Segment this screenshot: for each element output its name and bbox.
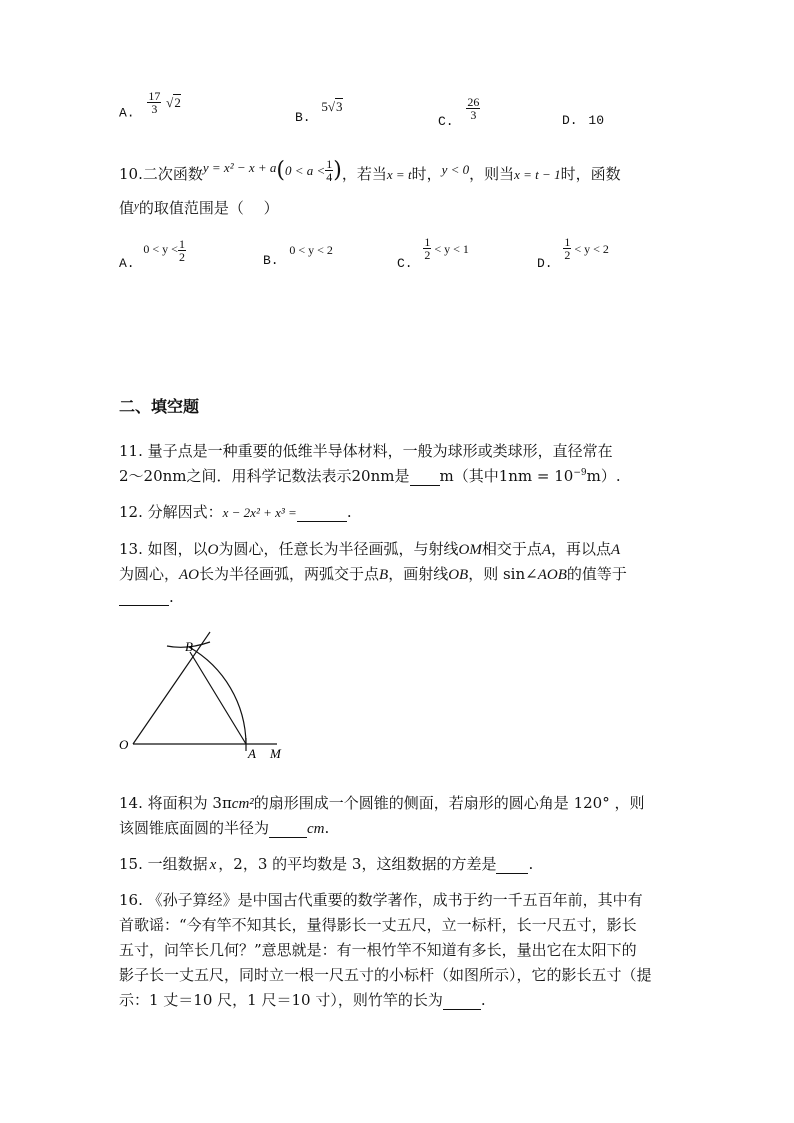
label-o: O (119, 737, 129, 752)
math: 0 < y < 2 (289, 243, 333, 257)
option-letter: A. (119, 255, 135, 271)
q9-option-c (438, 95, 480, 129)
q13-line-1 (119, 538, 620, 559)
text: 时， (411, 165, 442, 183)
q16-line-5 (119, 989, 486, 1010)
q13-line-3 (119, 588, 174, 606)
math: y (134, 200, 139, 212)
text: 长为半径画弧，两弧交于点 (199, 565, 380, 583)
text: 该圆锥底面圆的半径为 (119, 819, 270, 837)
q9-option-b (295, 99, 343, 125)
numerator: 1 (424, 235, 431, 249)
text: 14. 将面积为 3 (119, 794, 222, 812)
text: m（其中1nm = 10 (439, 467, 574, 485)
math: < y < 2 (574, 241, 609, 256)
q10-option-b (263, 240, 333, 268)
q14-line-1 (119, 792, 644, 813)
q16-line-3: 五寸，问竿长几何？”意思就是：有一根竹竿不知道有多长，量出它在太阳下的 (119, 941, 637, 959)
option-letter: B. (263, 253, 279, 268)
text: 相交于点 (481, 540, 542, 558)
exponent: −9 (573, 468, 587, 478)
math: OM (458, 542, 482, 558)
q16-line-1: 16. 《孙子算经》是中国古代重要的数学著作，成书于约一千五百年前，其中有 (119, 891, 643, 909)
text: . (346, 503, 352, 521)
q9-option-a (119, 89, 181, 125)
denominator: 2 (178, 250, 185, 264)
answer-blank (119, 605, 169, 606)
q10-line-2 (119, 197, 279, 218)
option-letter: B. (295, 110, 311, 125)
sqrt: 5√3 (321, 99, 343, 114)
text: . (324, 819, 330, 837)
answer-blank (410, 485, 440, 486)
answer-blank (269, 837, 307, 838)
text: 示：1 丈＝10 尺，1 尺＝10 寸），则竹竿的长为 (119, 991, 443, 1009)
condition: 0 < a < (285, 163, 326, 178)
text: 的扇形围成一个圆锥的侧面，若扇形的圆心角是 120° ，则 (253, 794, 645, 812)
q15 (119, 853, 533, 874)
q10-line-1 (119, 156, 621, 188)
numerator: 26 (467, 95, 480, 109)
numerator: 1 (564, 235, 571, 249)
denominator: 3 (151, 102, 158, 116)
coefficient: 5 (321, 99, 328, 114)
math: B (379, 567, 389, 583)
text: 二次函数 (142, 165, 203, 183)
math: AOB (537, 567, 567, 583)
math: A (541, 542, 551, 558)
math: A (611, 542, 621, 558)
q10-option-c (397, 235, 469, 271)
q16-line-4: 影子长一丈五尺，同时立一根一尺五寸的小标杆（如图所示），它的影长五寸（提 (119, 966, 652, 984)
question-number: 10. (119, 165, 143, 183)
text: 13. 如图，以 (119, 540, 208, 558)
text: m）. (586, 467, 621, 485)
label-m: M (270, 746, 281, 761)
fraction (423, 236, 431, 261)
text: 为圆心， (119, 565, 180, 583)
q13-figure (115, 628, 295, 763)
q12 (119, 501, 352, 522)
text: . (480, 991, 486, 1009)
text: 时，函数 (560, 165, 621, 183)
q11-line-2 (119, 465, 621, 486)
text: ，2，3 的平均数是 3，这组数据的方差是 (218, 855, 497, 873)
text: ，若当 (341, 165, 387, 183)
numerator: 1 (178, 237, 185, 251)
function-expression: y = x² − x + a (202, 160, 277, 175)
text: . (169, 588, 174, 606)
radicand: 2 (174, 94, 181, 110)
answer-blank (496, 873, 528, 874)
answer-blank (297, 521, 347, 522)
q13-line-2 (119, 563, 627, 584)
option-letter: C. (397, 255, 413, 271)
text: ，再以点 (551, 540, 612, 558)
math: cm² (231, 796, 254, 812)
answer-blank (443, 1009, 481, 1010)
math: 0 < y < (143, 241, 178, 256)
q9-option-d (562, 110, 604, 128)
math: cm (307, 821, 325, 837)
text: 值 (119, 199, 135, 217)
text: 15. 一组数据 (119, 855, 208, 873)
math: π (221, 794, 232, 812)
q14-line-2 (119, 817, 329, 838)
math: AO (179, 567, 200, 583)
numerator: 17 (148, 89, 161, 103)
text: 的取值范围是（ ） (138, 199, 279, 217)
sqrt: √2 (166, 94, 181, 110)
segment-ab (190, 652, 246, 744)
math: O (207, 542, 219, 558)
math: x = t − 1 (514, 167, 561, 182)
math: OB (448, 567, 469, 583)
q16-line-2: 首歌谣：“今有竿不知其长，量得影长一丈五尺，立一标杆，长一尺五寸，影长 (119, 916, 637, 934)
text: ，则 sin∠ (468, 565, 538, 583)
fraction (563, 236, 571, 261)
option-letter: D. (562, 113, 578, 128)
fraction (147, 90, 161, 115)
section-heading: 二、填空题 (119, 397, 200, 416)
option-letter: D. (537, 255, 553, 271)
math: x = t (386, 167, 412, 182)
math: y < 0 (441, 162, 470, 177)
paren-open: ( (276, 158, 285, 183)
text: 的值等于 (566, 565, 627, 583)
option-letter: A. (119, 105, 135, 121)
paren-close: ) (333, 158, 342, 183)
ray-ob (133, 632, 210, 744)
text: . (528, 855, 534, 873)
label-b: B (185, 639, 193, 654)
denominator: 3 (470, 108, 477, 122)
math: < y < 1 (434, 241, 469, 256)
math: x (209, 857, 217, 873)
option-value: 10 (588, 113, 604, 128)
text: ，则当 (469, 165, 515, 183)
q11-line-1: 11. 量子点是一种重要的低维半导体材料，一般为球形或类球形，直径常在 (119, 442, 613, 460)
option-letter: C. (438, 113, 454, 129)
text: 为圆心，任意长为半径画弧，与射线 (218, 540, 459, 558)
text: 12. 分解因式： (119, 503, 223, 521)
fraction (466, 96, 480, 121)
fraction (178, 238, 186, 263)
denominator: 2 (424, 248, 431, 262)
denominator: 4 (326, 169, 333, 184)
radicand: 3 (336, 99, 343, 114)
text: 2～20nm之间．用科学记数法表示20nm是 (119, 467, 410, 485)
label-a: A (248, 746, 256, 761)
q10-option-d (537, 235, 609, 271)
text: ，画射线 (388, 565, 449, 583)
numerator: 1 (326, 156, 333, 171)
q10-option-a (119, 236, 186, 271)
denominator: 2 (564, 248, 571, 262)
math: x − 2x² + x³ = (222, 505, 297, 520)
